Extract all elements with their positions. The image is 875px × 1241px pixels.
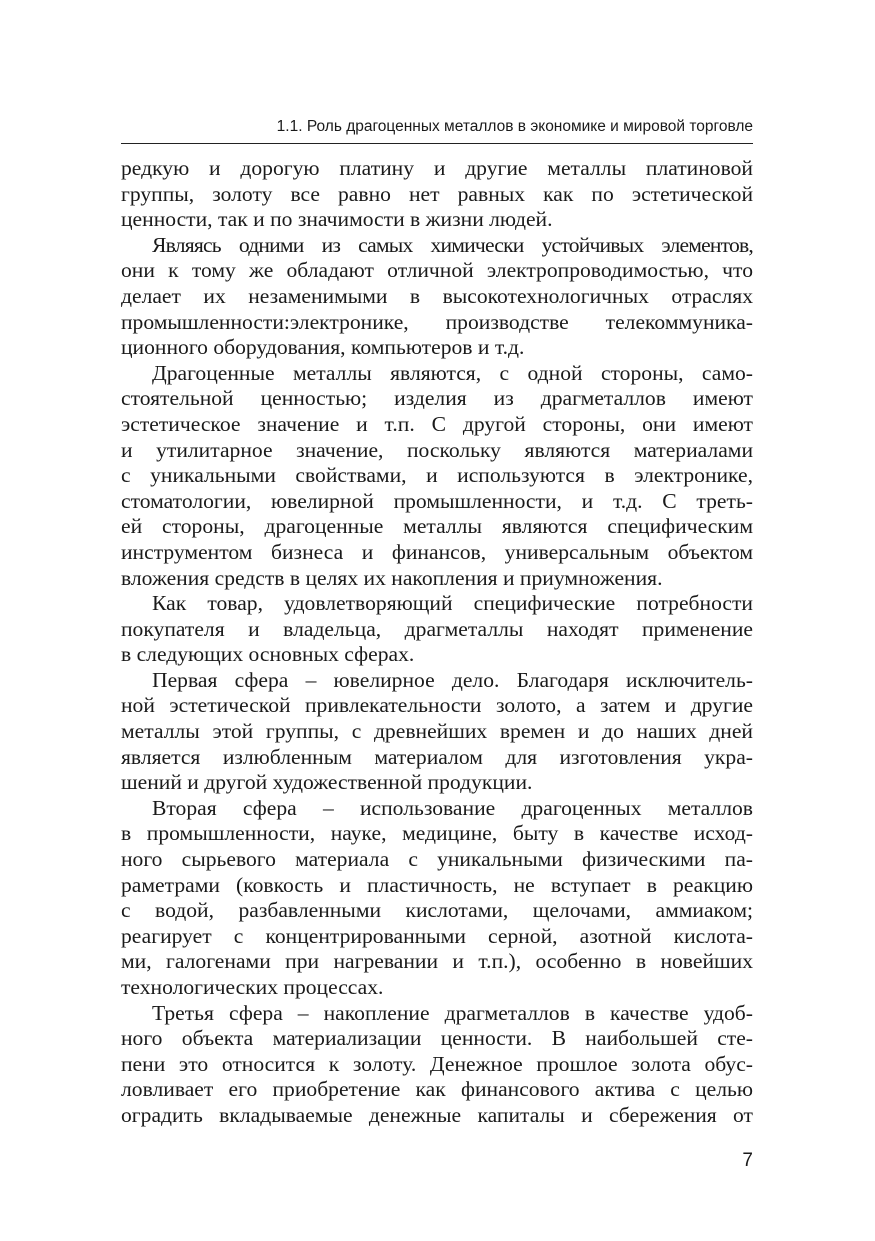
body-text <box>121 156 753 1129</box>
text-line: с уникальными свойствами, и используются в электронике, <box>121 463 753 488</box>
text-line: оградить вкладываемые денежные капиталы и сбережения от <box>121 1102 753 1127</box>
text-line: вложения средств в целях их накопления и приумножения. <box>121 565 663 590</box>
text-line: ционного оборудования, компьютеров и т.д. <box>121 335 525 360</box>
text-line: Драгоценные металлы являются, с одной стороны, само- <box>152 360 753 385</box>
paragraph <box>121 1001 753 1129</box>
text-line: ценности, так и по значимости в жизни людей. <box>121 207 553 232</box>
text-line: технологических процессах. <box>121 975 384 999</box>
text-line: Вторая сфера – использование драгоценных металлов <box>152 795 753 820</box>
text-line: в промышленности, науке, медицине, быту в качестве исход- <box>121 821 753 846</box>
paragraph <box>121 361 753 591</box>
text-line: покупателя и владельца, драгметаллы находят применение <box>121 616 753 641</box>
paragraph <box>121 796 753 1001</box>
text-line: промышленности:электронике, производстве телекоммуника- <box>121 309 753 334</box>
text-line: Являясь одними из самых химически устойчивых элементов, <box>152 232 753 257</box>
text-line: ного объекта материализации ценности. В наибольшей сте- <box>121 1026 753 1051</box>
text-line: ми, галогенами при нагревании и т.п.), особенно в новейших <box>121 949 753 974</box>
text-line: стоятельной ценностью; изделия из драгметаллов имеют <box>121 386 753 411</box>
paragraph <box>121 591 753 668</box>
text-line: эстетическое значение и т.п. С другой стороны, они имеют <box>121 411 753 436</box>
text-line: ной эстетической привлекательности золото, а затем и другие <box>121 693 753 718</box>
text-line: Как товар, удовлетворяющий специфические потребности <box>152 591 753 616</box>
paragraph <box>121 156 753 233</box>
text-line: редкую и дорогую платину и другие металлы платиновой <box>121 156 753 180</box>
text-line: ловливает его приобретение как финансового актива с целью <box>121 1077 753 1102</box>
text-line: ей стороны, драгоценные металлы являются специфическим <box>121 514 753 539</box>
text-line: раметрами (ковкость и пластичность, не вступает в реакцию <box>121 872 753 897</box>
text-line: группы, золоту все равно нет равных как по эстетической <box>121 181 753 206</box>
text-line: они к тому же обладают отличной электропроводимостью, что <box>121 258 753 283</box>
text-line: с водой, разбавленными кислотами, щелочами, аммиаком; <box>121 898 753 923</box>
text-line: ного сырьевого материала с уникальными физическими па- <box>121 847 753 872</box>
text-line: является излюбленным материалом для изготовления укра- <box>121 744 753 769</box>
text-line: Третья сфера – накопление драгметаллов в качестве удоб- <box>152 1000 753 1025</box>
paragraph <box>121 233 753 361</box>
text-line: Первая сфера – ювелирное дело. Благодаря исключитель- <box>152 667 753 692</box>
text-line: инструментом бизнеса и финансов, универсальным объектом <box>121 539 753 564</box>
text-line: шений и другой художественной продукции. <box>121 770 533 795</box>
page-number: 7 <box>742 1150 753 1171</box>
text-line: и утилитарное значение, поскольку являются материалами <box>121 437 753 462</box>
paragraph <box>121 668 753 796</box>
text-line: пени это относится к золоту. Денежное прошлое золота обус- <box>121 1051 753 1076</box>
text-line: стоматологии, ювелирной промышленности, и т.д. С треть- <box>121 488 753 513</box>
text-line: металлы этой группы, с древнейших времен и до наших дней <box>121 719 753 744</box>
text-line: делает их незаменимыми в высокотехнологичных отраслях <box>121 283 753 308</box>
running-head: 1.1. Роль драгоценных металлов в экономике и мировой торговле <box>121 117 753 144</box>
text-line: в следующих основных сферах. <box>121 642 415 667</box>
text-line: реагирует с концентрированными серной, азотной кислота- <box>121 923 753 948</box>
